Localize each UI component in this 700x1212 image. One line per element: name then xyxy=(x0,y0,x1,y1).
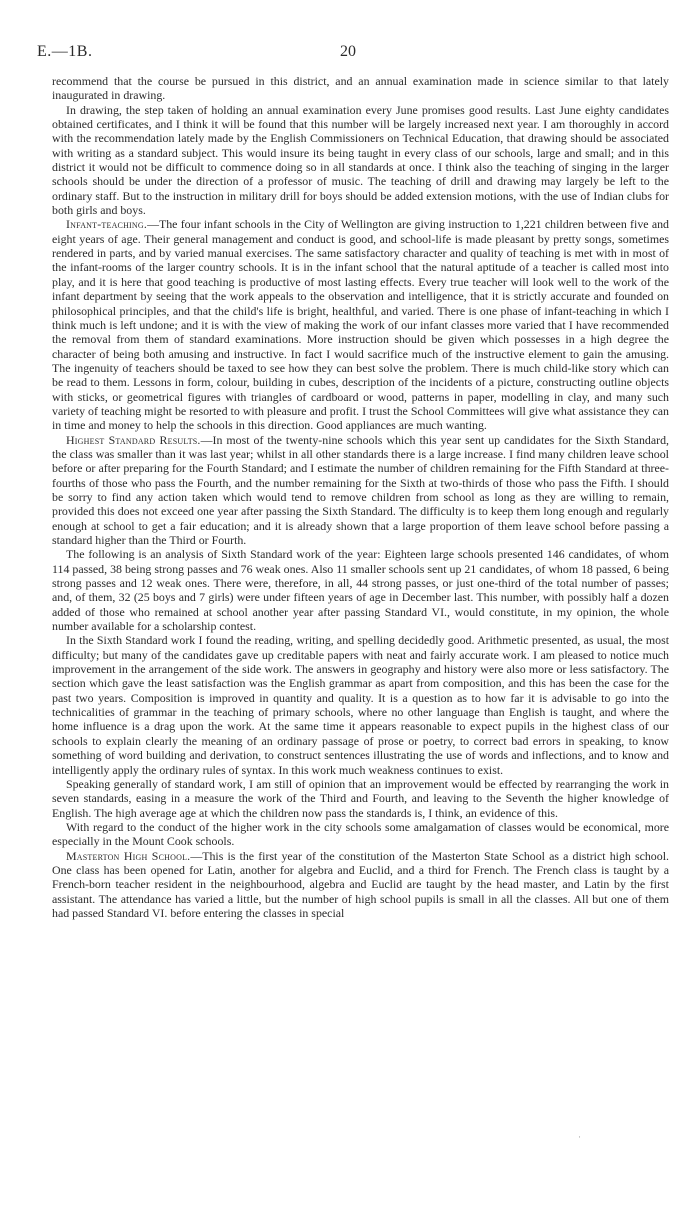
paragraph-text: —In most of the twenty-nine schools which this year sent up candidates for the Sixth Standard, the class was smaller than it was last year; whilst in all other standards there is a large increase. I find many children leave school before or after preparing for the Fourth Standard; and I estimate the number of children remaining for the Fifth Standard at three-fourths of those who pass the Fourth, and the number remaining for the Sixth at two-thirds of those who pass the Fifth. I should be sorry to find any action taken which would tend to remove children from school as long as they are willing to remain, provided this does not exceed one year after passing the Sixth Standard. The difficulty is to keep them long enough and regularly enough at school to get a fair education; and it is already shown that a large proportion of them leave school before passing a standard higher than the Third or Fourth. xyxy=(52,432,670,547)
paragraph-text: In drawing, the step taken of holding an annual examination every June promises good results. Last June eighty candidates obtained certificates, and I think it will be found that this number will be largely increased next year. I am thoroughly in accord with the recommendation lately made by the English Commissioners on Technical Education, that drawing should be associated with writing as a standard subject. This would insure its being taught in every class of our schools, large and small; and in this district it would not be difficult to commence doing so in all standards at once. I think also the teaching of singing in the larger schools should be under the direction of a professor of music. The teaching of drill and drawing may largely be left to the ordinary staff. But to the instruction in military drill for boys should be added extension motions, with the use of Indian clubs for both girls and boys. xyxy=(52,102,669,218)
page-header xyxy=(37,43,660,65)
paragraph xyxy=(52,74,669,103)
paragraph xyxy=(52,849,669,921)
paragraph-text: In the Sixth Standard work I found the reading, writing, and spelling decidedly good. Arithmetic presented, as usual, the most difficulty; but many of the candidates gave up creditable papers with neat and fairly accurate work. I am pleased to notice much improvement in the arrangement of the side work. The answers in geography and history were also more or less satisfactory. The section which gave the least satisfaction was the English grammar as apart from composition, and this has been the case for the past two years. Composition is improved in quantity and quality. It is a question as to how far it is advisable to go into the technicalities of grammar in the teaching of primary schools, where no other language than English is taught, and where the home influence is a drag upon the work. At the same time it appears reasonable to expect pupils in the highest class of our schools to explain clearly the meaning of an ordinary passage of prose or poetry, to correct bad errors in speaking, to know something of word building and derivation, to construct sentences illustrating the use of words and inflections, and to know and intelligently apply the ordinary rules of syntax. In this work much weakness continues to exist. xyxy=(52,633,669,777)
paragraph xyxy=(52,820,669,849)
section-heading: Masterton High School. xyxy=(66,848,191,863)
paragraph-text: Speaking generally of standard work, I am still of opinion that an improvement would be effected by rearranging the work in seven standards, easing in a measure the work of the Third and Fourth, and leaving to the Seventh the higher knowledge of English. The high average age at which the children now pass the standards is, I think, an evidence of this. xyxy=(52,776,669,820)
page-number: 20 xyxy=(340,43,356,60)
paragraph-text: recommend that the course be pursued in this district, and an annual examination made in science similar to that lately inaugurated in drawing. xyxy=(52,74,669,103)
section-heading: Highest Standard Results. xyxy=(66,432,201,447)
paragraph-text: With regard to the conduct of the higher work in the city schools some amalgamation of classes would be economical, more especially in the Mount Cook schools. xyxy=(52,819,669,849)
report-reference: E.—1B. xyxy=(37,43,93,60)
section-heading: Infant-teaching. xyxy=(66,217,148,232)
paragraph xyxy=(52,777,669,820)
paragraph xyxy=(52,433,669,548)
paragraph xyxy=(52,217,669,432)
paragraph-text: The following is an analysis of Sixth Standard work of the year: Eighteen large schools presented 146 candidates, of whom 114 passed, 38 being strong passes and 76 weak ones. Also 11 smaller schools sent up 21 candidates, of whom 18 passed, 6 being strong passes and 12 weak ones. There were, therefore, in all, 44 strong passes, or just one-third of the total number of passes; and, of them, 32 (25 boys and 7 girls) were under fifteen years of age in December last. This number, with possibly half a dozen added of those who remained at school another year after passing Standard VI., would constitute, in my opinion, the whole number available for a scholarship contest. xyxy=(52,547,669,634)
body-text xyxy=(52,74,669,920)
paragraph-text: —This is the first year of the constitution of the Masterton State School as a district high school. One class has been opened for Latin, another for algebra and Euclid, and a third for French. The French class is taught by a French-born teacher resident in the neighbourhood, algebra and Euclid are taught by the head master, and Latin by the first assistant. The attendance has varied a little, but the number of high school pupils is small in all the classes. All but one of them had passed Standard VI. before entering the classes in special xyxy=(52,848,669,920)
paragraph xyxy=(52,633,669,776)
stray-mark: · xyxy=(578,1132,581,1142)
paragraph xyxy=(52,547,669,633)
paragraph xyxy=(52,103,669,218)
paragraph-text: —The four infant schools in the City of Wellington are giving instruction to 1,221 children between five and eight years of age. Their general management and conduct is good, and school-life is made pleasant by pretty songs, sometimes rendered in parts, and by varied manual exercises. The same satisfactory character and quality of teaching is met with in most of the infant-rooms of the larger country schools. It is in the infant school that the natural aptitude of a teacher is called most into play, and it is here that good teaching is productive of most lasting effects. Every true teacher will look well to the work of the infant department by seeing that the work appeals to the observation and intelligence, that it is strictly accurate and founded on philosophical principles, and that the child's life is bright, healthful, and varied. There is one phase of infant-teaching in which I think much is left undone; and it is with the view of making the work of our infant classes more varied that I have recommended the removal from them of standard examinations. More instruction should be given which possesses in a high degree the character of being both amusing and instructive. In fact I would sacrifice much of the instructive element to gain the amusing. The ingenuity of teachers should be taxed to see how they can best solve the problem. There is much child-like story which can be read to them. Lessons in form, colour, building in cubes, description of the incidents of a picture, constructing outline objects with sticks, or geometrical figures with triangles of cardboard or wood, patterns in paper, modelling in clay, and many such variety of teaching might be resorted to with pleasure and profit. I trust the School Committees will give what assistance they can in time and money to help the schools in this direction. Good appliances are much wanting. xyxy=(52,217,669,433)
